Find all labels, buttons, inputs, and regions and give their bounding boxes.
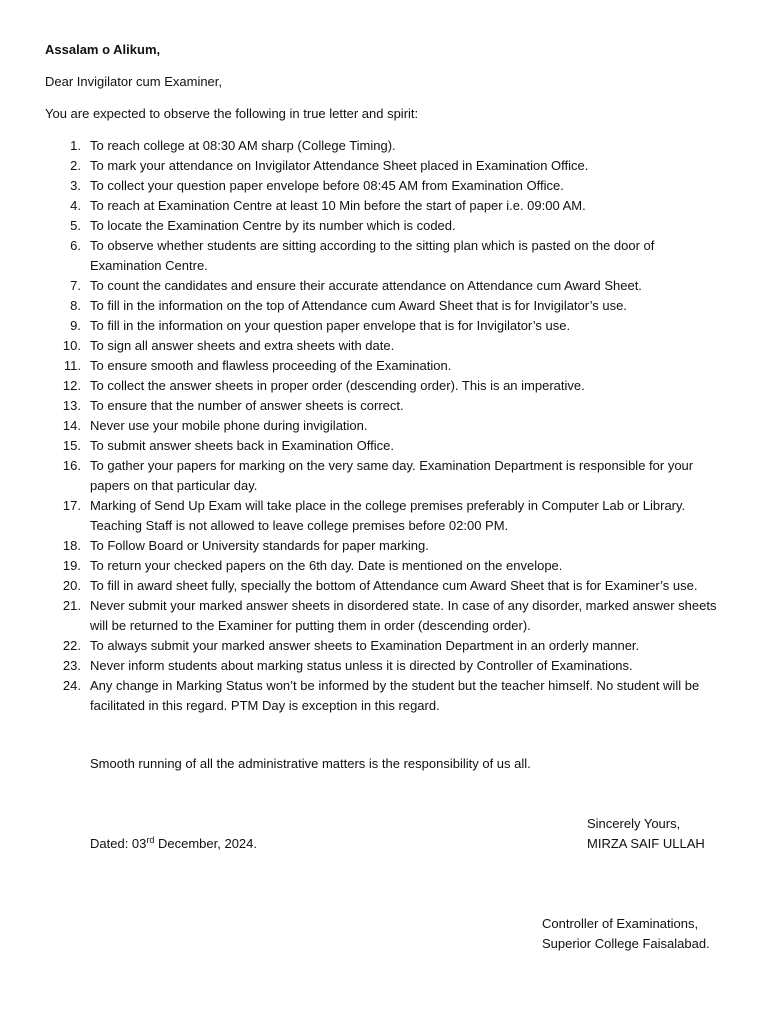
instruction-text: Never submit your marked answer sheets in disordered state. In case of any disorder, marked answer sheets will be returned to the Examiner for putting them in order (descending order).	[90, 598, 717, 633]
instruction-text: To ensure smooth and flawless proceeding of the Examination.	[90, 358, 452, 373]
instruction-item	[0, 536, 768, 556]
instruction-item	[0, 456, 768, 496]
instruction-text: To fill in the information on your question paper envelope that is for Invigilator’s use.	[90, 318, 571, 333]
instruction-number: 22.	[62, 638, 81, 653]
instruction-number: 1.	[70, 138, 81, 153]
instruction-text: To Follow Board or University standards for paper marking.	[90, 538, 429, 553]
instruction-number: 20.	[62, 578, 81, 593]
date-suffix: December, 2024.	[154, 836, 258, 851]
instruction-item	[0, 276, 768, 296]
instruction-item	[0, 216, 768, 236]
instruction-item	[0, 296, 768, 316]
instruction-number: 12.	[62, 378, 81, 393]
instruction-text: To fill in award sheet fully, specially the bottom of Attendance cum Award Sheet that is for Examiner’s use.	[90, 578, 698, 593]
instruction-text: To submit answer sheets back in Examination Office.	[90, 438, 394, 453]
instruction-number: 7.	[70, 278, 81, 293]
instruction-item	[0, 596, 768, 636]
instruction-number: 6.	[70, 238, 81, 253]
instruction-text: Any change in Marking Status won’t be informed by the student but the teacher himself. No student will be facilitated in this regard. PTM Day is exception in this regard.	[90, 678, 700, 713]
instruction-item	[0, 556, 768, 576]
instruction-number: 10.	[62, 338, 81, 353]
instruction-item	[0, 676, 768, 716]
sign-off: Sincerely Yours,	[587, 816, 681, 831]
instruction-item	[0, 316, 768, 336]
instruction-number: 13.	[62, 398, 81, 413]
instruction-number: 15.	[62, 438, 81, 453]
instruction-text: To count the candidates and ensure their accurate attendance on Attendance cum Award Sheet.	[90, 278, 642, 293]
instruction-text: To observe whether students are sitting according to the sitting plan which is pasted on the door of Examination Centre.	[90, 238, 655, 273]
instruction-text: To locate the Examination Centre by its number which is coded.	[90, 218, 456, 233]
instruction-item	[0, 436, 768, 456]
instruction-item	[0, 496, 768, 536]
instruction-number: 2.	[70, 158, 81, 173]
instruction-text: To collect the answer sheets in proper order (descending order). This is an imperative.	[90, 378, 585, 393]
signatory-designation: Controller of Examinations,	[542, 916, 699, 931]
signatory-name: MIRZA SAIF ULLAH	[587, 836, 705, 851]
instruction-item	[0, 376, 768, 396]
instruction-item	[0, 336, 768, 356]
instruction-text: Never inform students about marking status unless it is directed by Controller of Examinations.	[90, 658, 633, 673]
closing-remark: Smooth running of all the administrative matters is the responsibility of us all.	[90, 756, 531, 771]
instruction-item	[0, 396, 768, 416]
instruction-number: 17.	[62, 498, 81, 513]
instruction-text: To ensure that the number of answer sheets is correct.	[90, 398, 404, 413]
signatory-institution: Superior College Faisalabad.	[542, 936, 710, 951]
instruction-item	[0, 176, 768, 196]
date-prefix: Dated: 03	[90, 836, 147, 851]
instruction-number: 16.	[62, 458, 81, 473]
instruction-number: 3.	[70, 178, 81, 193]
instruction-text: Never use your mobile phone during invigilation.	[90, 418, 368, 433]
instruction-text: To sign all answer sheets and extra sheets with date.	[90, 338, 395, 353]
instruction-number: 4.	[70, 198, 81, 213]
instruction-text: To collect your question paper envelope before 08:45 AM from Examination Office.	[90, 178, 564, 193]
instruction-item	[0, 416, 768, 436]
instruction-number: 5.	[70, 218, 81, 233]
instruction-number: 24.	[62, 678, 81, 693]
instruction-text: To always submit your marked answer sheets to Examination Department in an orderly manner.	[90, 638, 640, 653]
letter-date	[90, 836, 257, 851]
instruction-number: 18.	[62, 538, 81, 553]
instruction-item	[0, 136, 768, 156]
instruction-item	[0, 196, 768, 216]
instruction-item	[0, 576, 768, 596]
instruction-item	[0, 236, 768, 276]
instruction-text: Marking of Send Up Exam will take place in the college premises preferably in Computer Lab or Library. Teaching Staff is not allowed to leave college premises before 02:00 PM.	[90, 498, 686, 533]
instruction-text: To reach college at 08:30 AM sharp (College Timing).	[90, 138, 396, 153]
instruction-item	[0, 156, 768, 176]
instruction-text: To return your checked papers on the 6th day. Date is mentioned on the envelope.	[90, 558, 563, 573]
instruction-number: 8.	[70, 298, 81, 313]
instruction-number: 11.	[63, 358, 81, 373]
letter-salutation: Dear Invigilator cum Examiner,	[45, 74, 223, 89]
instruction-number: 14.	[62, 418, 81, 433]
instruction-number: 9.	[70, 318, 81, 333]
letter-greeting: Assalam o Alikum,	[45, 42, 161, 57]
instruction-number: 23.	[62, 658, 81, 673]
date-superscript: rd	[146, 835, 155, 845]
instruction-item	[0, 656, 768, 676]
instruction-text: To reach at Examination Centre at least 10 Min before the start of paper i.e. 09:00 AM.	[90, 198, 586, 213]
instruction-text: To mark your attendance on Invigilator Attendance Sheet placed in Examination Office.	[90, 158, 589, 173]
instructions-list	[0, 136, 768, 716]
instruction-text: To gather your papers for marking on the very same day. Examination Department is responsible for your papers on that particular day.	[90, 458, 694, 493]
instruction-number: 19.	[62, 558, 81, 573]
letter-intro: You are expected to observe the following in true letter and spirit:	[45, 106, 419, 121]
instruction-item	[0, 356, 768, 376]
instruction-text: To fill in the information on the top of Attendance cum Award Sheet that is for Invigilator’s use.	[90, 298, 627, 313]
instruction-number: 21.	[62, 598, 81, 613]
instruction-item	[0, 636, 768, 656]
